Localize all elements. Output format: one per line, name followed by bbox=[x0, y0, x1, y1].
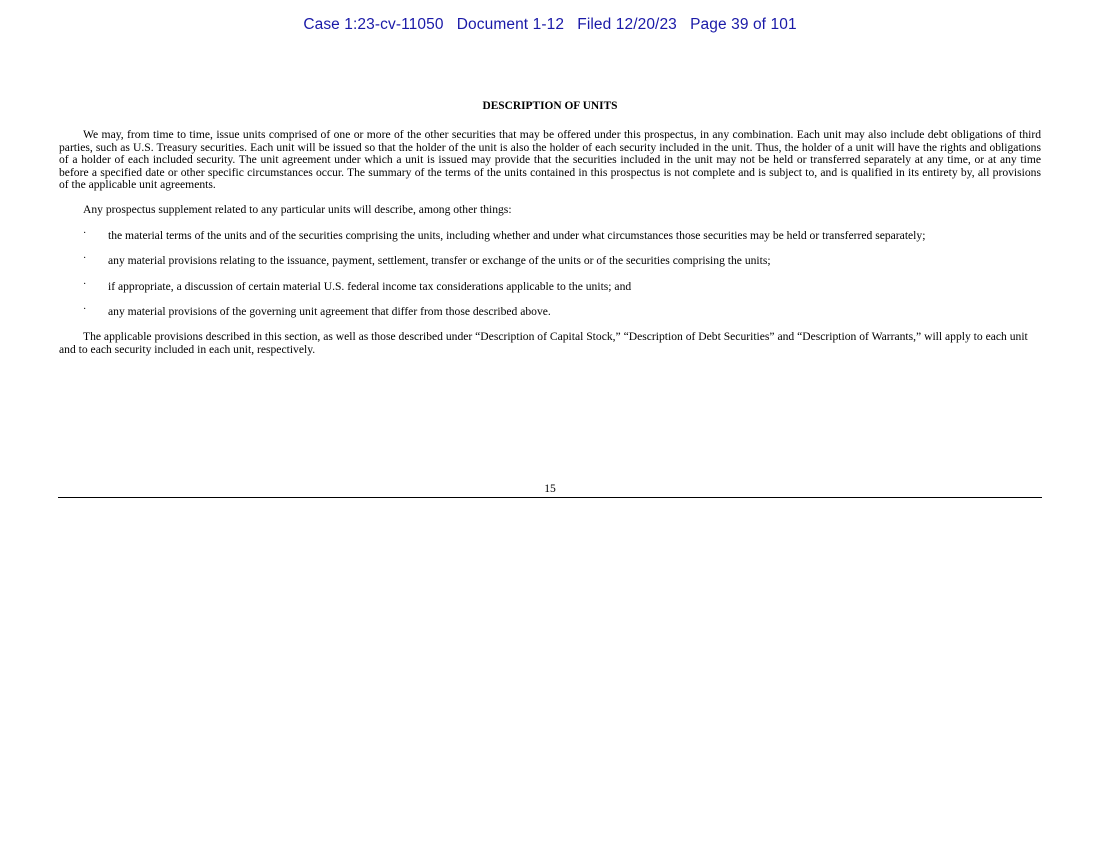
list-item-text: any material provisions of the governing unit agreement that differ from those described above. bbox=[108, 305, 551, 319]
bullet-icon: · bbox=[83, 304, 87, 316]
bullet-icon: · bbox=[83, 227, 87, 239]
document-body bbox=[59, 100, 1041, 369]
intro-paragraph: We may, from time to time, issue units comprised of one or more of the other securities that may be offered under this prospectus, in any combination. Each unit may also include debt obligations of third parties, such as U.S. Treasury securities. Each unit will be issued so that the holder of the unit is also the holder of each security included in the unit. Thus, the holder of a unit will have the rights and obligations of a holder of each included security. The unit agreement under which a unit is issued may provide that the securities included in the unit may not be held or transferred separately at any time, or at any time before a specified date or other specific circumstances occur. The summary of the terms of the units contained in this prospectus is not complete and is subject to, and is qualified in its entirety by, all provisions of the applicable unit agreements. bbox=[59, 128, 1041, 192]
list-item bbox=[59, 278, 1041, 293]
list-item bbox=[59, 227, 1041, 242]
list-item-text: if appropriate, a discussion of certain material U.S. federal income tax considerations applicable to the units; and bbox=[108, 279, 632, 293]
footer-divider bbox=[58, 497, 1042, 498]
section-title: DESCRIPTION OF UNITS bbox=[482, 100, 618, 112]
list-item bbox=[59, 306, 1041, 318]
list-item-text: the material terms of the units and of the securities comprising the units, including whether and under what circumstances those securities may be held or transferred separately; bbox=[108, 228, 926, 242]
closing-paragraph: The applicable provisions described in this section, as well as those described under “Description of Capital Stock,” “Description of Debt Securities” and “Description of Warrants,” will apply to each unit and to each security included in each unit, respectively. bbox=[59, 330, 1028, 356]
bullet-icon: · bbox=[83, 253, 87, 265]
list-item bbox=[59, 255, 1041, 267]
case-header-stamp: Case 1:23-cv-11050 Document 1-12 Filed 12/20/23 Page 39 of 101 bbox=[303, 16, 797, 33]
list-item-text: any material provisions relating to the issuance, payment, settlement, transfer or exchange of the units or of the securities comprising the units; bbox=[108, 254, 771, 268]
list-intro-paragraph: Any prospectus supplement related to any particular units will describe, among other things: bbox=[83, 203, 512, 217]
bullet-list bbox=[59, 227, 1041, 319]
bullet-icon: · bbox=[83, 278, 87, 290]
page-number: 15 bbox=[544, 482, 556, 495]
